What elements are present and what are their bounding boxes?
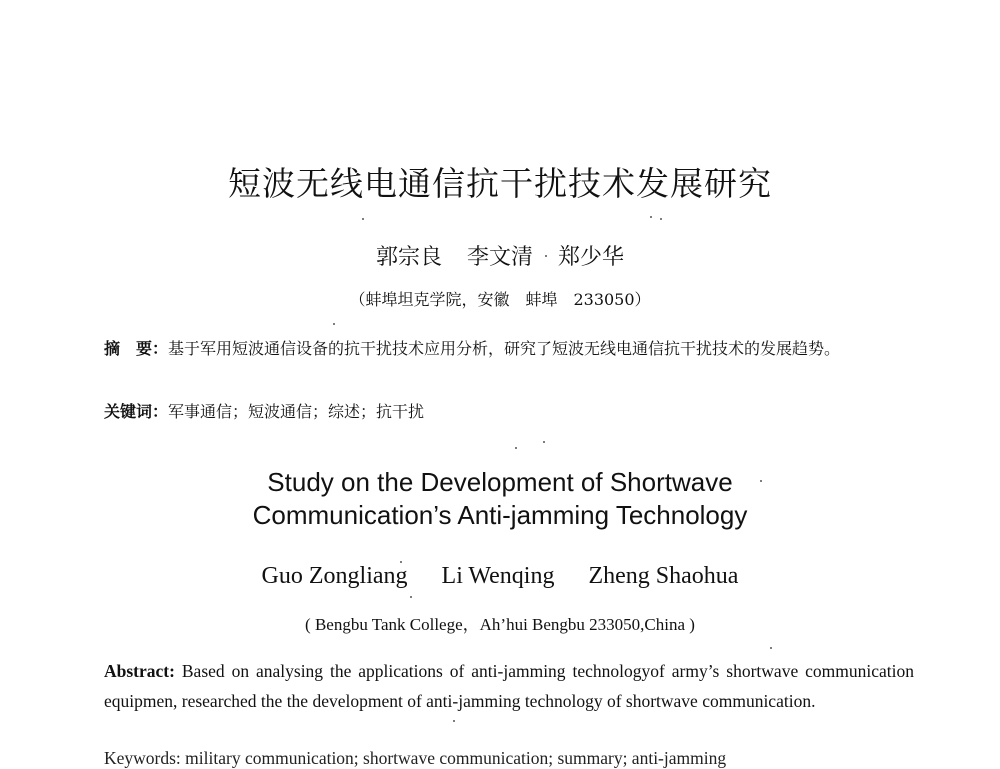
chinese-affiliation: （蚌埠坦克学院，安徽 蚌埠 233050）: [349, 290, 651, 309]
english-title-line-1: Study on the Development of Shortwave: [267, 467, 733, 497]
english-authors: [0, 563, 1000, 590]
author-1-en: Guo Zongliang: [261, 563, 408, 589]
english-keywords-cutoff: Keywords: military communication; shortwave communication; summary; anti-jamming: [104, 748, 727, 768]
english-title-line-2: Communication’s Anti-jamming Technology: [252, 500, 748, 530]
author-2-cn: 李文清: [466, 245, 533, 270]
chinese-title: 短波无线电通信抗干扰技术发展研究: [228, 164, 772, 203]
scan-speck: [333, 323, 335, 325]
chinese-abstract-text: 基于军用短波通信设备的抗干扰技术应用分析，研究了短波无线电通信抗干扰技术的发展趋势。: [168, 339, 841, 358]
chinese-keywords: [104, 399, 424, 422]
english-abstract-label: Abstract:: [104, 661, 175, 681]
scan-speck: [410, 596, 412, 598]
english-abstract-text: Based on analysing the applications of anti-jamming technologyof army’s shortwave communication equipmen, researched the the development of anti-jamming technology of shortwave communication.: [104, 661, 914, 711]
scan-speck: [362, 218, 364, 220]
scan-speck: [543, 441, 545, 443]
scan-speck: [650, 216, 652, 218]
english-title: [0, 466, 1000, 532]
scan-speck: [400, 561, 402, 563]
chinese-keywords-label: 关键词：: [104, 402, 169, 421]
scan-speck: [660, 218, 662, 220]
author-1-cn: 郭宗良: [375, 245, 442, 270]
scan-speck: [515, 447, 517, 449]
scan-speck: [760, 480, 762, 482]
scan-speck: [770, 647, 772, 649]
author-3-cn: 郑少华: [558, 245, 625, 270]
author-2-en: Li Wenqing: [441, 563, 555, 589]
english-abstract: [104, 656, 914, 716]
chinese-authors: [0, 240, 1000, 271]
chinese-abstract-label: 摘 要：: [104, 339, 169, 358]
chinese-keywords-text: 军事通信；短波通信；综述；抗干扰: [168, 402, 425, 421]
scan-speck: [453, 720, 455, 722]
english-affiliation: ( Bengbu Tank College，Ah’hui Bengbu 233050,China ): [305, 615, 695, 634]
author-3-en: Zheng Shaohua: [588, 563, 739, 589]
scan-speck: [545, 255, 547, 257]
chinese-abstract: [104, 335, 914, 362]
